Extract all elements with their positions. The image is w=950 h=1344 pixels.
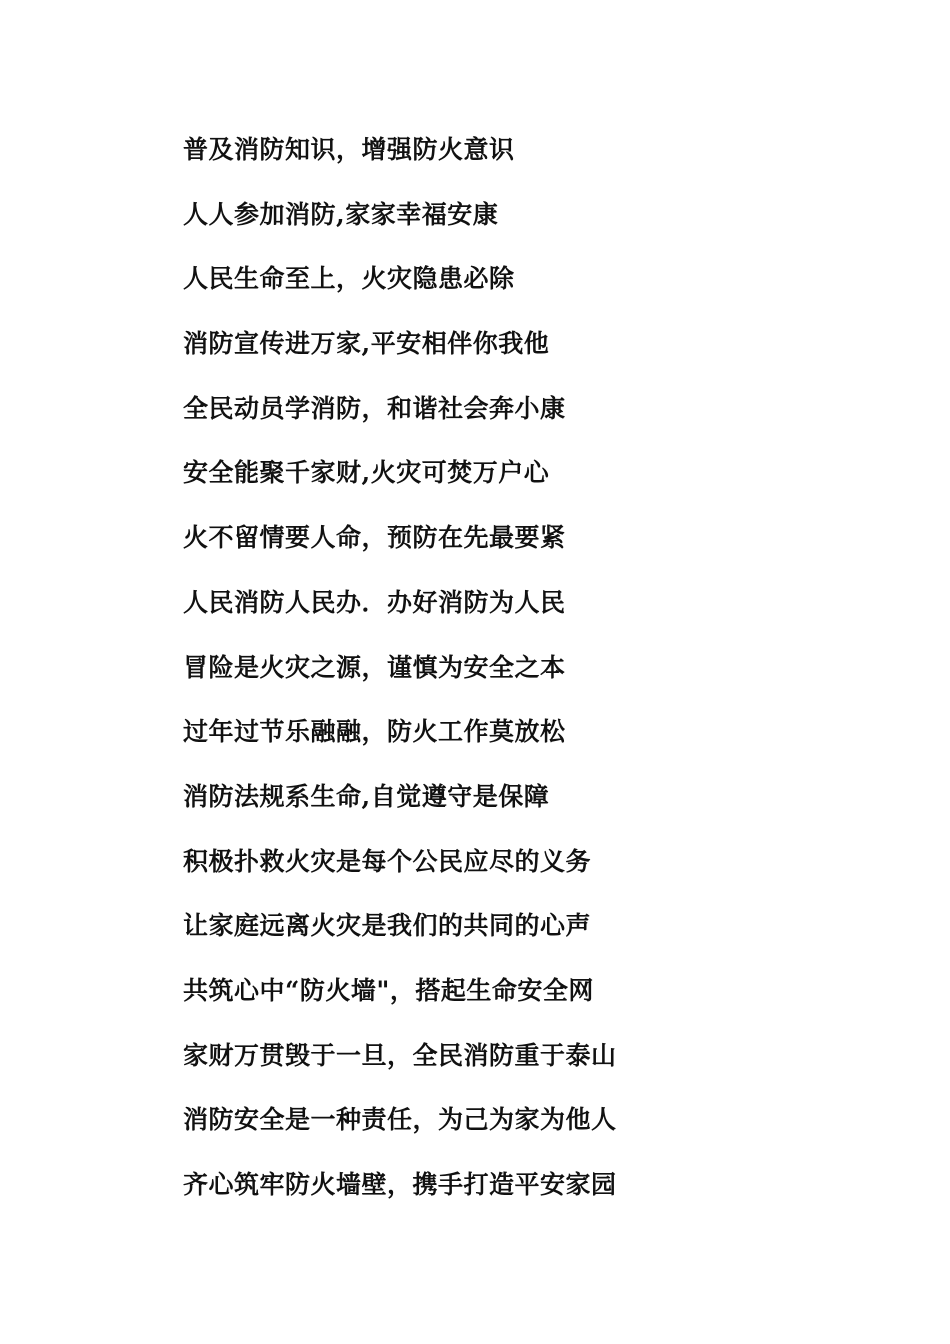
slogan-line: 人民消防人民办．办好消防为人民 [183,587,566,617]
slogan-line: 火不留情要人命，预防在先最要紧 [183,523,566,553]
slogan-line: 齐心筑牢防火墙壁，携手打造平安家园 [183,1170,617,1199]
slogan-line: 共筑心中“防火墙"，搭起生命安全网 [183,975,594,1005]
slogan-line: 冒险是火灾之源，谨慎为安全之本 [183,652,566,682]
slogan-line: 人人参加消防,家家幸福安康 [183,199,499,229]
slogan-line: 消防宣传进万家,平安相伴你我他 [183,329,550,359]
slogan-line: 安全能聚千家财,火灾可焚万户心 [183,458,550,488]
slogan-line: 普及消防知识，增强防火意识 [183,135,515,164]
slogan-line: 积极扑救火灾是每个公民应尽的义务 [183,846,592,876]
slogan-line: 过年过节乐融融，防火工作莫放松 [183,717,566,747]
slogan-line: 全民动员学消防，和谐社会奔小康 [183,393,566,423]
slogan-line: 家财万贯毁于一旦，全民消防重于泰山 [183,1040,617,1070]
slogan-line: 人民生命至上，火灾隐患必除 [183,264,515,294]
slogan-list [183,130,883,1230]
slogan-line: 让家庭远离火灾是我们的共同的心声 [183,911,592,941]
slogan-line: 消防安全是一种责任，为己为家为他人 [183,1105,617,1135]
slogan-line: 消防法规系生命,自觉遵守是保障 [183,781,550,811]
